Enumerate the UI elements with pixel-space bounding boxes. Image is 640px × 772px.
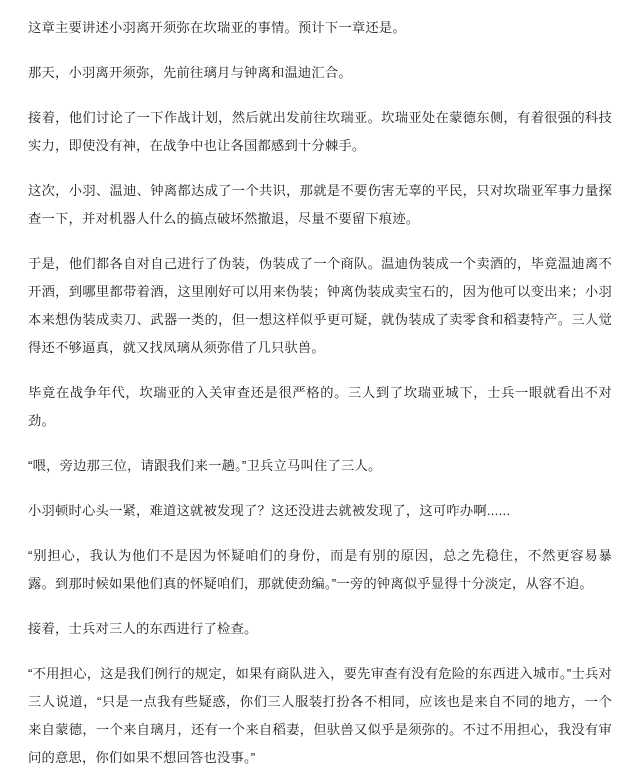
paragraph: 小羽顿时心头一紧，难道这就被发现了？这还没进去就被发现了，这可咋办啊...... [28,503,511,518]
paragraph: 那天，小羽离开须弥，先前往璃月与钟离和温迪汇合。 [28,65,352,80]
paragraph: 接着，他们讨论了一下作战计划，然后就出发前往坎瑞亚。坎瑞亚处在蒙德东侧，有着很强的科技实力，即使没有神，在战争中也让各国都感到十分棘手。 [28,110,612,153]
paragraph: 这次，小羽、温迪、钟离都达成了一个共识，那就是不要伤害无辜的平民，只对坎瑞亚军事力量探查一下，并对机器人什么的搞点破坏然撤退，尽量不要留下痕迹。 [28,183,612,226]
paragraph: “别担心，我认为他们不是因为怀疑咱们的身份，而是有别的原因，总之先稳住，不然更容易暴露。到那时候如果他们真的怀疑咱们，那就使劲编。”一旁的钟离似乎显得十分淡定，从容不迫。 [28,548,612,591]
paragraph: 这章主要讲述小羽离开须弥在坎瑞亚的事情。预计下一章还是。 [28,20,406,35]
paragraph: 接着，士兵对三人的东西进行了检查。 [28,621,258,636]
paragraph: 毕竟在战争年代，坎瑞亚的入关审查还是很严格的。三人到了坎瑞亚城下，士兵一眼就看出不对劲。 [28,385,612,428]
paragraph: 于是，他们都各自对自己进行了伪装，伪装成了一个商队。温迪伪装成一个卖酒的，毕竟温迪离不开酒，到哪里都带着酒，这里刚好可以用来伪装；钟离伪装成卖宝石的，因为他可以变出来；小羽本来想伪装成卖刀、武器一类的，但一想这样似乎更可疑，就伪装成了卖零食和稻妻特产。三人觉得还不够逼真，就又找凤璃从须弥借了几只驮兽。 [28,256,612,355]
paragraph: “喂，旁边那三位，请跟我们来一趟。”卫兵立马叫住了三人。 [28,458,382,473]
paragraph: “不用担心，这是我们例行的规定，如果有商队进入，要先审查有没有危险的东西进入城市。”士兵对三人说道，“只是一点我有些疑惑，你们三人服装打扮各不相同，应该也是来自不同的地方，一个来自蒙德，一个来自璃月，还有一个来自稻妻，但驮兽又似乎是须弥的。不过不用担心，我没有审问的意思，你们如果不想回答也没事。” [28,666,612,765]
